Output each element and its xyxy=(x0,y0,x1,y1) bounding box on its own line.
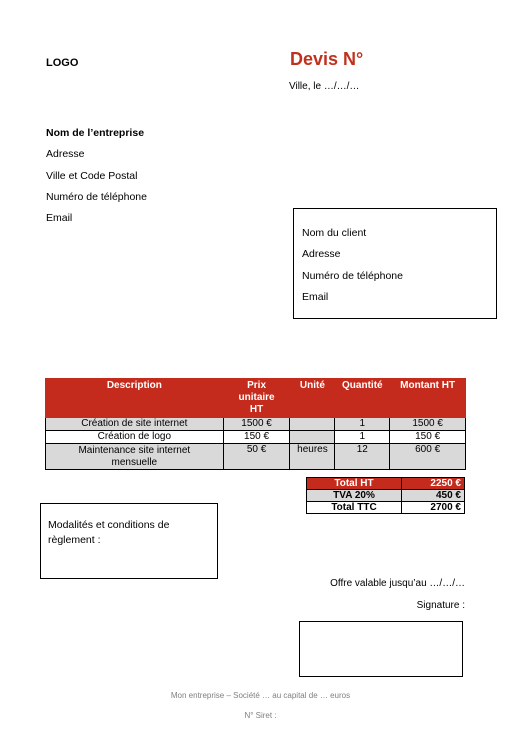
quote-title: Devis N° xyxy=(290,49,364,69)
totals-table xyxy=(306,477,465,514)
company-address: Adresse xyxy=(46,148,85,161)
cell-unit: heures xyxy=(290,444,335,470)
total-ttc-value: 2700 € xyxy=(402,502,465,514)
footer-siret-line: N° Siret : xyxy=(244,711,277,720)
header-description: Description xyxy=(46,379,224,418)
header-quantity: Quantité xyxy=(335,379,390,418)
items-table xyxy=(45,378,466,470)
tva-label: TVA 20% xyxy=(307,490,402,502)
total-ttc-label: Total TTC xyxy=(307,502,402,514)
signature-label: Signature : xyxy=(416,600,465,611)
cell-amount: 600 € xyxy=(390,444,466,470)
client-email: Email xyxy=(302,290,329,303)
validity-line: Offre valable jusqu’au …/…/… xyxy=(330,578,465,589)
cell-unit xyxy=(290,418,335,431)
total-ht-value: 2250 € xyxy=(402,478,465,490)
cell-unit-price: 50 € xyxy=(223,444,290,470)
client-name: Nom du client xyxy=(302,227,367,239)
signature-box xyxy=(299,621,463,677)
company-city: Ville et Code Postal xyxy=(46,169,138,182)
tva-value: 450 € xyxy=(402,490,465,502)
company-email: Email xyxy=(46,212,73,225)
total-ht-label: Total HT xyxy=(307,478,402,490)
total-ht-row xyxy=(307,478,465,490)
header-unit: Unité xyxy=(290,379,335,418)
cell-amount: 150 € xyxy=(390,431,466,444)
cell-amount: 1500 € xyxy=(390,418,466,431)
company-phone: Numéro de téléphone xyxy=(46,190,147,203)
cell-quantity: 1 xyxy=(335,431,390,444)
cell-unit xyxy=(290,431,335,444)
table-row xyxy=(46,431,466,444)
cell-unit-price: 1500 € xyxy=(223,418,290,431)
payment-conditions-label: Modalités et conditions de règlement : xyxy=(48,519,170,546)
total-ttc-row xyxy=(307,502,465,514)
tva-row xyxy=(307,490,465,502)
table-row xyxy=(46,444,466,470)
cell-description: Maintenance site internet mensuelle xyxy=(46,444,224,470)
header-unit-price: Prix unitaire HT xyxy=(223,379,290,418)
table-row xyxy=(46,418,466,431)
cell-description: Création de logo xyxy=(46,431,224,444)
logo-placeholder: LOGO xyxy=(46,57,79,69)
client-address: Adresse xyxy=(302,248,341,261)
cell-quantity: 1 xyxy=(335,418,390,431)
cell-quantity: 12 xyxy=(335,444,390,470)
client-box xyxy=(293,208,497,319)
footer-company-line: Mon entreprise – Société … au capital de … euros xyxy=(170,691,351,700)
client-phone: Numéro de téléphone xyxy=(302,269,403,282)
cell-unit-price: 150 € xyxy=(223,431,290,444)
header-amount: Montant HT xyxy=(390,379,466,418)
payment-conditions-box xyxy=(40,503,218,579)
date-line: Ville, le …/…/… xyxy=(289,81,360,92)
company-block xyxy=(46,123,147,229)
company-name: Nom de l’entreprise xyxy=(46,127,145,139)
cell-description: Création de site internet xyxy=(46,418,224,431)
